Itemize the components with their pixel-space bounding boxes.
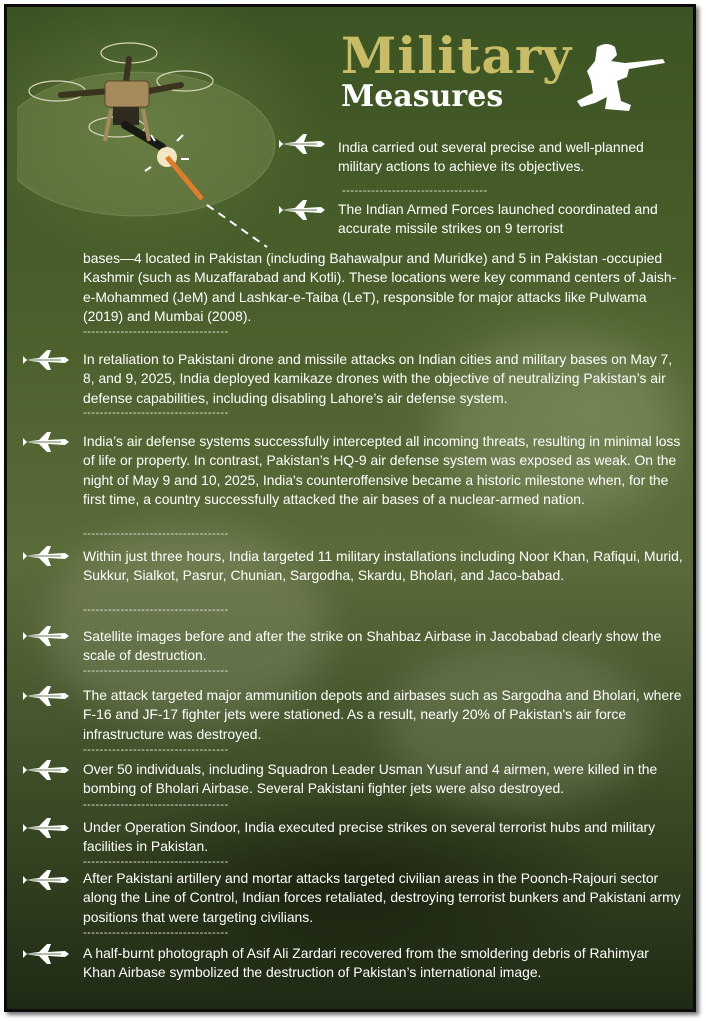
drone-plane-icon xyxy=(277,197,327,223)
drone-plane-icon xyxy=(277,131,327,157)
drone-plane-icon xyxy=(21,815,71,841)
list-item: Within just three hours, India targeted 11 military installations including Noor Khan, Rafiqui, Murid, Sukkur, Sialkot, Pasrur, Chunian, Sargodha, Skardu, Bholari, and Jaco-babad. xyxy=(83,548,683,584)
drone-plane-icon xyxy=(21,429,71,455)
page-title: Military xyxy=(341,26,573,85)
list-item: A half-burnt photograph of Asif Ali Zardari recovered from the smoldering debris of Rahimyar Khan Airbase symbolized the destruction of Pakistan’s international image. xyxy=(83,945,649,981)
list-item: India’s air defense systems successfully intercepted all incoming threats, resulting in minimal loss of life or property. In contrast, Pakistan’s HQ-9 air defense system was exposed as weak. On the night of May 9 and 10, 2025, India's counteroffensive became a historic milestone when, for the first time, a country successfully attacked the air bases of a nuclear-armed nation. xyxy=(83,433,681,507)
drone-plane-icon xyxy=(21,941,71,967)
separator: ----------------------------------- xyxy=(83,927,229,939)
separator: ----------------------------------- xyxy=(83,407,229,419)
separator: ----------------------------------- xyxy=(342,185,488,197)
separator: ----------------------------------- xyxy=(83,744,229,756)
title-block xyxy=(341,26,573,114)
drone-illustration xyxy=(17,29,287,249)
separator: ----------------------------------- xyxy=(83,604,229,616)
drone-plane-icon xyxy=(21,543,71,569)
list-item: The attack targeted major ammunition depots and airbases such as Sargodha and Bholari, where F-16 and JF-17 fighter jets were stationed. As a result, nearly 20% of Pakistan's air force infrastructure was destroyed. xyxy=(83,687,682,742)
list-item: After Pakistani artillery and mortar attacks targeted civilian areas in the Poonch-Rajouri sector along the Line of Control, Indian forces retaliated, destroying terrorist bunkers and Pakistani army positions that were targeting civilians. xyxy=(83,870,681,925)
list-item: Over 50 individuals, including Squadron Leader Usman Yusuf and 4 airmen, were killed in the bombing of Bholari Airbase. Several Pakistani fighter jets were also destroyed. xyxy=(83,761,658,797)
separator: ----------------------------------- xyxy=(83,326,229,338)
drone-plane-icon xyxy=(21,623,71,649)
drone-plane-icon xyxy=(21,757,71,783)
infographic-frame xyxy=(4,4,696,1012)
drone-plane-icon xyxy=(21,867,71,893)
list-item: bases—4 located in Pakistan (including Bahawalpur and Muridke) and 5 in Pakistan -occupied Kashmir (such as Muzaffarabad and Kotli). These locations were key command centers of Jaish-e-Mohammed (JeM) and Lashkar-e-Taiba (LeT), responsible for major attacks like Pulwama (2019) and Mumbai (2008). xyxy=(83,250,677,324)
separator: ----------------------------------- xyxy=(83,856,229,868)
separator: ----------------------------------- xyxy=(83,528,229,540)
list-item: Satellite images before and after the strike on Shahbaz Airbase in Jacobabad clearly show the scale of destruction. xyxy=(83,628,662,664)
separator: ----------------------------------- xyxy=(83,799,229,811)
list-item-intro: The Indian Armed Forces launched coordinated and accurate missile strikes on 9 terrorist xyxy=(338,201,658,237)
drone-plane-icon xyxy=(21,347,71,373)
page-subtitle: Measures xyxy=(341,79,504,114)
list-item: In retaliation to Pakistani drone and missile attacks on Indian cities and military bases on May 7, 8, and 9, 2025, India deployed kamikaze drones with the objective of neutralizing Pakistan’s air defense capabilities, including disabling Lahore’s air defense system. xyxy=(83,351,673,406)
soldier-silhouette-icon xyxy=(567,41,667,113)
list-item: India carried out several precise and well-planned military actions to achieve its objectives. xyxy=(338,139,644,175)
separator: ----------------------------------- xyxy=(83,665,229,677)
list-item: Under Operation Sindoor, India executed precise strikes on several terrorist hubs and military facilities in Pakistan. xyxy=(83,819,656,855)
drone-plane-icon xyxy=(21,683,71,709)
